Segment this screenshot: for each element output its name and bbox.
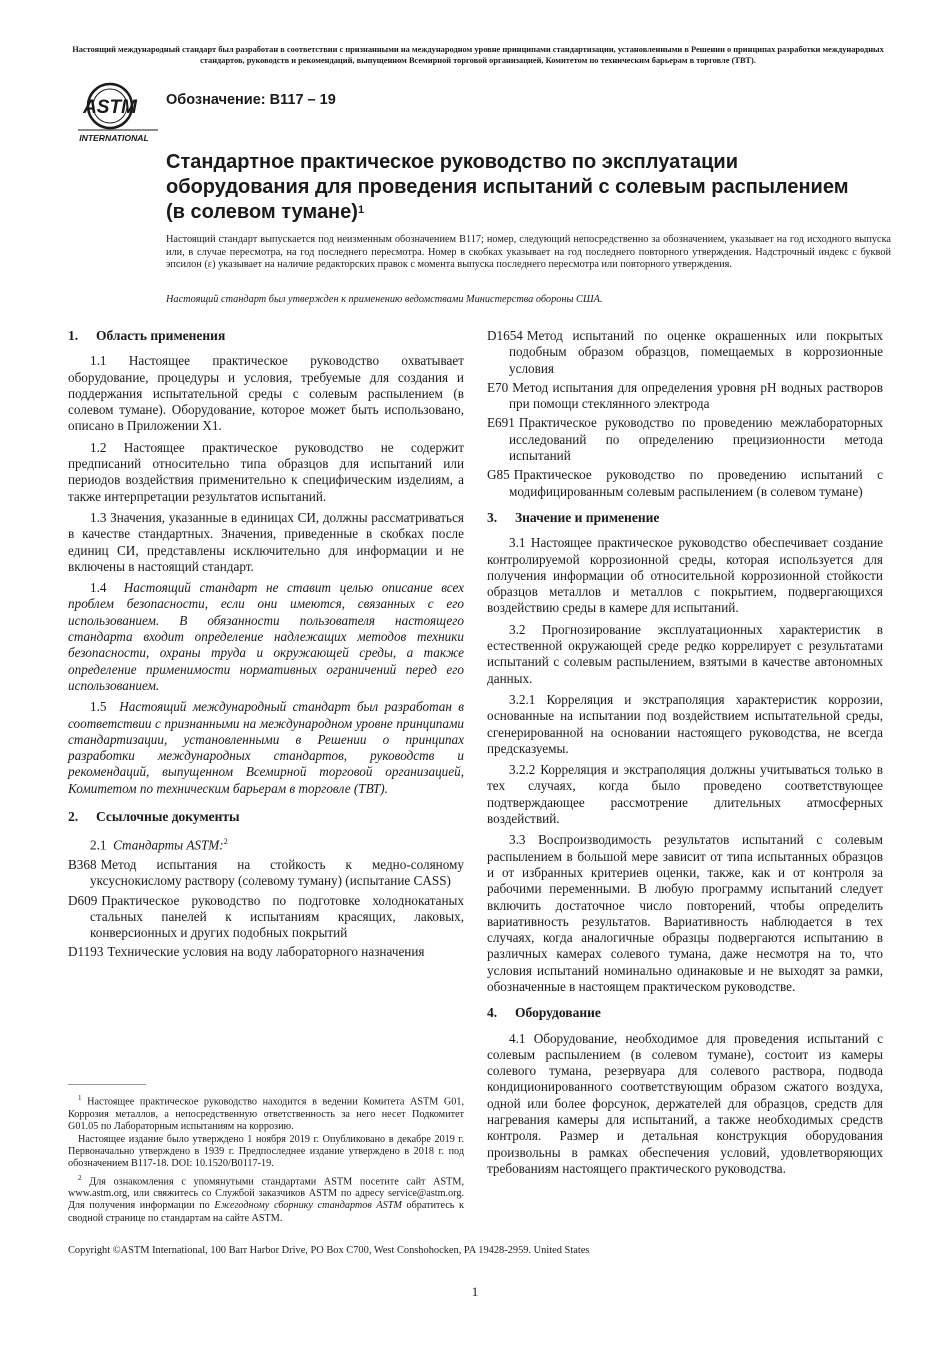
para-1-4: 1.4 Настоящий стандарт не ставит целью описание всех проблем безопасности, если они имеются, связанных с его использованием. В обязанности пользователя настоящего стандарта входит определение надлежащих методов техники безопасности, охраны труда и окружающей среды, а также определение применимости нормативных ограничений перед его использованием. (68, 580, 464, 693)
footnotes (68, 1092, 464, 1226)
footnote-2: $^2$ Для ознакомления с упомянутыми стандартами ASTM посетите сайт ASTM, www.astm.org, или свяжитесь со Службой заказчиков ASTM по адресу service@astm.org. Для получения информации по Ежегодному сборнику стандартов ASTM обратитесь к сводной странице по стандартам на сайте ASTM. (68, 1173, 465, 1224)
para-1-3: 1.3 Значения, указанные в единицах СИ, должны рассматриваться в качестве стандартных. Значения, приведенные в скобках после единиц СИ, представлены исключительно для информации и не включены в настоящий стандарт. (68, 509, 464, 574)
para-3-2: 3.2 Прогнозирование эксплуатационных характеристик в естественной окружающей среде редко коррелирует с результатами испытаний с солевым распылением, взятыми в качестве автономных данных. (487, 621, 883, 686)
copyright: Copyright ©ASTM International, 100 Barr Harbor Drive, PO Box C700, West Conshohocken, PA 19428-2959. United States (68, 1245, 590, 1256)
footnote-1: $^1$ Настоящее практическое руководство находится в ведении Комитета ASTM G01, Коррозия металлов, а непосредственную ответственность за него несет Подкомитет G01.05 по Лабораторным испытаниям на коррозию. (68, 1094, 465, 1132)
para-1-5: 1.5 Настоящий международный стандарт был разработан в соответствии с признанными на международном уровне принципами стандартизации, установленными в Решении о принципах разработки международных стандартов, руководств и рекомендаций, выпущенном Всемирной торговой организацией, Комитетом по техническим барьерам в торговле (ТВТ). (68, 699, 464, 796)
ref-item: D1193 Технические условия на воду лабораторного назначения (68, 944, 425, 960)
astm-logo (68, 80, 160, 146)
page-title: Стандартное практическое руководство по эксплуатации оборудования для проведения испытаний с солевым распылением (в солевом тумане)$^1$ (166, 151, 849, 223)
designation: Обозначение: B117 – 19 (166, 92, 336, 108)
logo-text: ASTM (83, 97, 137, 118)
logo-subtitle: INTERNATIONAL (79, 133, 149, 143)
para-3-1: 3.1 Настоящее практическое руководство обеспечивает создание контролируемой коррозионной среды, которая используется для получения информации об относительной коррозионной стойкости образцов металлов и металлов с покрытием, подвергающихся воздействию среды в камере для испытаний. (487, 535, 883, 616)
ref-item: E70 Метод испытания для определения уровня pH водных растворов при помощи стеклянного электрода (487, 379, 883, 412)
para-3-2-2: 3.2.2 Корреляция и экстраполяция должны учитываться только в тех случаях, когда было проведено соответствующее подтверждающее рассмотрение длительных атмосферных воздействий. (487, 762, 883, 827)
ref-intro: 2.1 Стандарты ASTM:$^2$ (90, 837, 228, 853)
ref-item: D1654 Метод испытаний по оценке окрашенных или покрытых подобным образом образцов, помещаемых в коррозионные условия (487, 328, 883, 376)
ref-item: D609 Практическое руководство по подготовке холоднокатаных стальных панелей к испытаниям красящих, лаковых, конверсионных и других подобных покрытий (68, 892, 464, 941)
ref-item: G85 Практическое руководство по проведению испытаний с модифицированным солевым распылением (в солевом тумане) (487, 467, 883, 499)
title-footnote-mark: 1 (357, 204, 365, 216)
page-number: 1 (471, 1284, 479, 1299)
para-3-2-1: 3.2.1 Корреляция и экстраполяция характеристик коррозии, основанные на испытании под воздействием испытательной среды, сгенерированной на основании настоящего руководства, не всегда предсказуемы. (487, 691, 883, 756)
footnote-rule (68, 1084, 146, 1085)
para-1-2: 1.2 Настоящее практическое руководство не содержит предписаний относительно типа образцов для испытаний или периодов воздействия применительно к специфическим изделиям, а также интерпретации результатов испытаний. (68, 439, 464, 504)
left-column (68, 328, 464, 964)
section-4-heading: 4. Оборудование (487, 1005, 601, 1021)
section-3-heading: 3. Значение и применение (487, 509, 660, 525)
para-4-1: 4.1 Оборудование, необходимое для проведения испытаний с солевым распылением (в солевом тумане), состоит из камеры солевого тумана, резервуара для солевого раствора, подвода кондиционированного соответствующим образом сжатого воздуха, одной или более форсунок, держателей для образцов, средств для нагревания камеры для испытаний, а также необходимых средств контроля. Размер и детальная конструкция оборудования произвольны в рамках обеспечения условий, удовлетворяющих требованиям настоящего практического руководства. (487, 1030, 883, 1176)
para-1-1: 1.1 Настоящее практическое руководство охватывает оборудование, процедуры и условия, требуемые для создания и поддержания испытательной среды с солевым распылением (в солевом тумане). Оборудование, которое может быть использовано, описано в Приложении X1. (68, 353, 464, 434)
section-1-heading: 1. Область применения (68, 328, 226, 343)
ref-item: B368 Метод испытания на стойкость к медно-соляному уксуснокислому раствору (солевому туману) (испытание CASS) (68, 857, 464, 889)
right-column (487, 328, 883, 1182)
approval-note: Настоящий стандарт был утвержден к применению ведомствами Министерства обороны США. (166, 294, 603, 305)
preface: Настоящий стандарт выпускается под неизменным обозначением B117; номер, следующий непосредственно за обозначением, указывает на год исходного выпуска или, в случае пересмотра, на год последнего пересмотра. Номер в скобках указывает на год последнего повторного утверждения. Надстрочный индекс с буквой эпсилон (ε) указывает на наличие редакторских правок с момента выпуска последнего пересмотра или повторного утверждения. (166, 234, 891, 271)
header-notice: Настоящий международный стандарт был разработан в соответствии с признанными на международном уровне принципами стандартизации, установленными в Решении о принципах разработки международных стандартов, руководств и рекомендаций, выпущенном Всемирной торговой организацией, Комитетом по техническим барьерам в торговле (ТВТ). (72, 45, 884, 65)
ref-item: E691 Практическое руководство по проведению межлабораторных исследований по определению прецизионности метода испытаний (487, 415, 883, 464)
footnote-1b: Настоящее издание было утверждено 1 ноября 2019 г. Опубликовано в декабре 2019 г. Первоначально утверждено в 1939 г. Предпоследнее издание утверждено в 2018 г. под обозначением B117-18. DOI: 10.1520/B0117-19. (68, 1134, 464, 1170)
section-2-heading: 2. Ссылочные документы (68, 809, 240, 825)
para-3-3: 3.3 Воспроизводимость результатов испытаний с солевым распылением в большой мере зависит от типа испытанных образцов и от избранных критериев оценки, также, как и от контроля за рабочими переменными. В любую программу испытаний следует включить достаточное число повторений, чтобы определить вариативность результатов. Вариативность наблюдается в тех случаях, когда аналогичные образцы подвергаются испытанию в различных камерах солевого тумана, даже несмотря на то, что условия испытаний номинально одинаковые и не выходят за рамки, обозначенные в настоящем практическом руководстве. (487, 832, 883, 994)
